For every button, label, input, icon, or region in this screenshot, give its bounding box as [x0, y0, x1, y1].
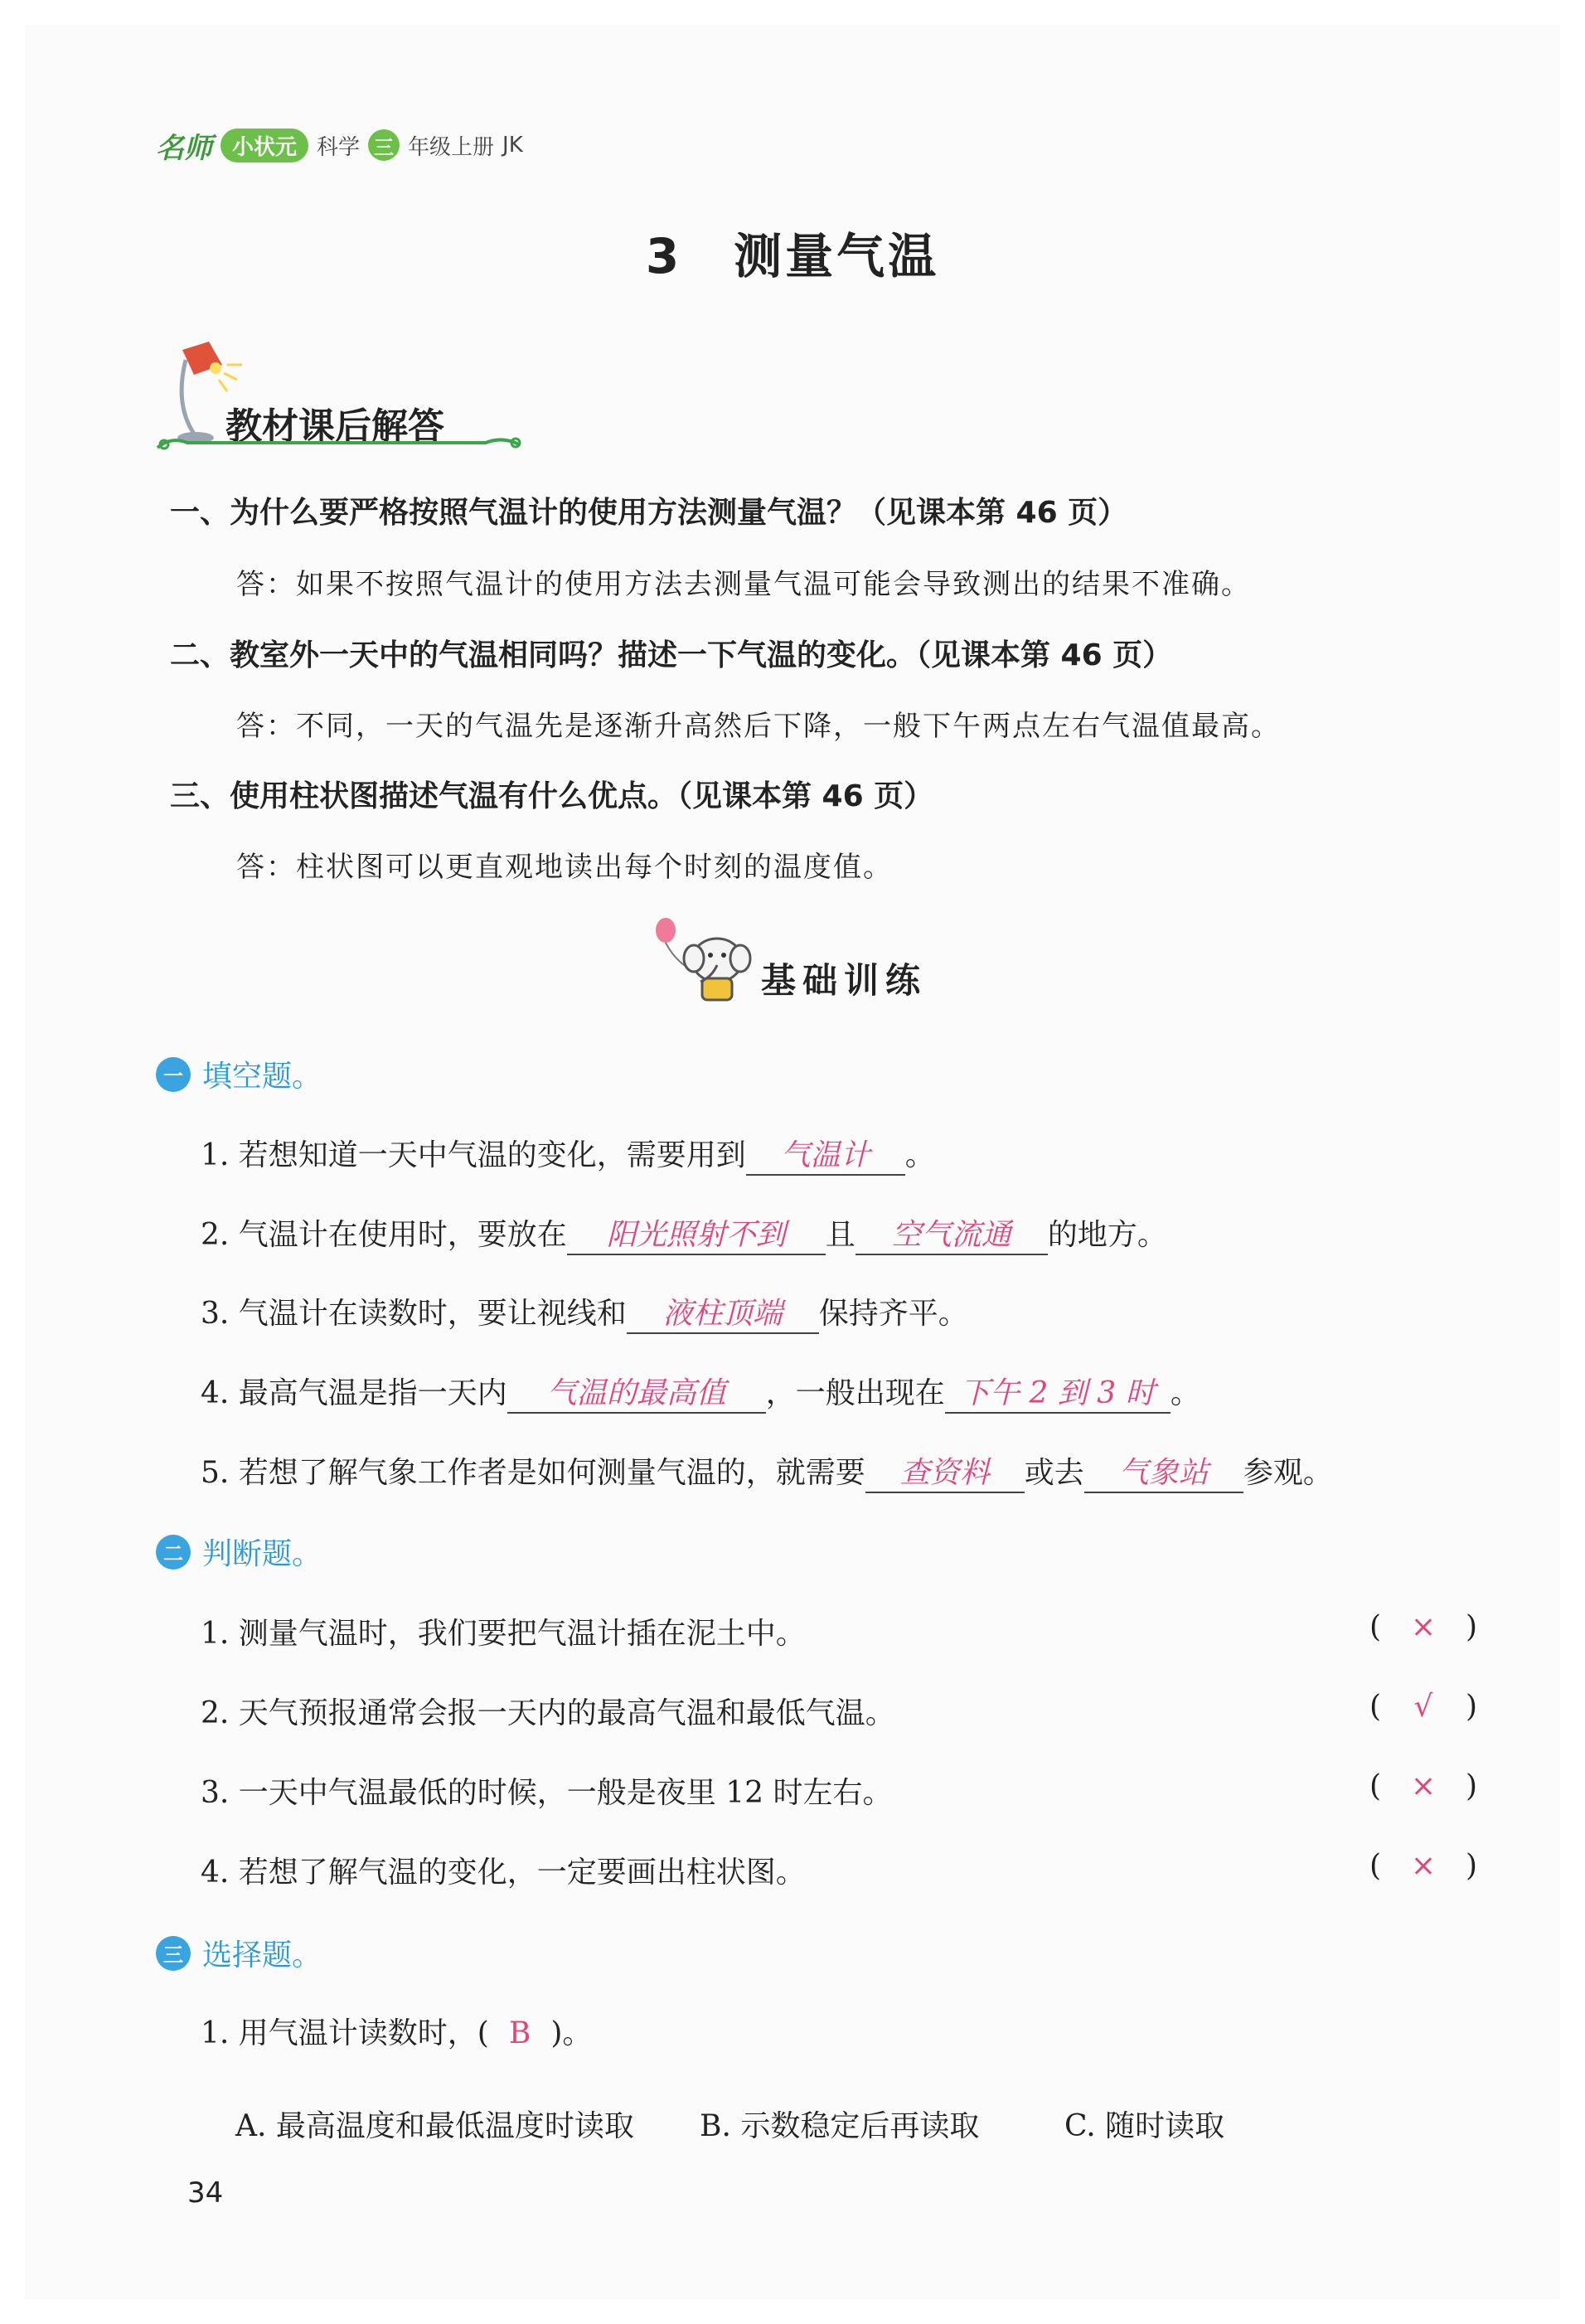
fill-section-header [156, 1053, 322, 1095]
question-text: 4. 最高气温是指一天内 [201, 1376, 507, 1410]
section-label: 判断题。 [202, 1537, 322, 1571]
book-header [156, 124, 523, 166]
judge-answer: √ [1413, 1690, 1433, 1724]
paren: ( [1369, 1690, 1382, 1724]
answer-blank: 查资料 [865, 1449, 1025, 1493]
option-c: C. 随时读取 [1064, 2109, 1225, 2143]
section-label: 选择题。 [202, 1938, 322, 1972]
paren: ) [1465, 1610, 1477, 1644]
fill-question-4 [201, 1370, 1200, 1414]
paren: ( [1369, 1849, 1382, 1883]
fill-question-5 [201, 1449, 1333, 1493]
section-label: 填空题。 [202, 1060, 322, 1094]
judge-answer-box [1369, 1690, 1477, 1724]
question-text: 1. 若想知道一天中气温的变化，需要用到 [201, 1138, 746, 1172]
paren: ) [1465, 1690, 1477, 1724]
paren: ) [1465, 1849, 1477, 1883]
fill-question-1 [201, 1132, 935, 1176]
elephant-balloon-icon [651, 912, 759, 1012]
textbook-answer-3: 答：柱状图可以更直观地读出每个时刻的温度值。 [236, 851, 893, 884]
series-badge: 小状元 [221, 129, 308, 163]
question-text: )。 [550, 2016, 593, 2050]
question-text: 且 [825, 1218, 856, 1252]
answer-blank: 气温的最高值 [507, 1370, 766, 1414]
subject-label: 科学 [317, 134, 361, 160]
question-text: ，一般出现在 [765, 1376, 945, 1410]
judge-question-1: 1. 测量气温时，我们要把气温计插在泥土中。 [201, 1617, 806, 1651]
question-text: 参观。 [1243, 1456, 1333, 1490]
judge-answer: × [1410, 1610, 1437, 1644]
choice-question-1 [201, 2010, 592, 2052]
lesson-title: 3 测量气温 [645, 228, 940, 284]
judge-answer-box [1369, 1849, 1477, 1883]
basic-training-heading: 基础训练 [761, 960, 928, 1001]
edition-label: JK [502, 133, 523, 158]
textbook-question-2: 二、教室外一天中的气温相同吗？描述一下气温的变化。（见课本第 46 页） [170, 638, 1173, 672]
question-text: 或去 [1024, 1456, 1084, 1490]
judge-question-4: 4. 若想了解气温的变化，一定要画出柱状图。 [201, 1856, 806, 1890]
judge-answer-box [1369, 1769, 1477, 1803]
answer-blank: 下午 2 到 3 时 [945, 1370, 1171, 1414]
textbook-answer-1: 答：如果不按照气温计的使用方法去测量气温可能会导致测出的结果不准确。 [236, 568, 1251, 601]
option-b: B. 示数稳定后再读取 [700, 2109, 980, 2143]
choice-options [235, 2103, 1224, 2145]
question-text: 保持齐平。 [818, 1297, 968, 1331]
grade-text: 年级上册 [408, 134, 495, 160]
grade-badge: 三 [368, 129, 400, 161]
page-number: 34 [187, 2176, 224, 2210]
judge-answer: × [1410, 1849, 1437, 1883]
paren: ) [1465, 1769, 1477, 1803]
question-text: 1. 用气温计读数时，( [201, 2016, 489, 2050]
textbook-section-heading: 教材课后解答 [225, 405, 444, 448]
judge-section-header [156, 1531, 322, 1573]
fill-question-3 [201, 1290, 968, 1334]
answer-blank: 液柱顶端 [627, 1290, 819, 1334]
answer-blank: 气温计 [746, 1132, 905, 1176]
question-text: 。 [1170, 1376, 1200, 1410]
fill-question-2 [201, 1211, 1167, 1255]
question-text: 5. 若想了解气象工作者是如何测量气温的，就需要 [201, 1456, 865, 1490]
answer-blank: 气象站 [1084, 1449, 1243, 1493]
judge-question-2: 2. 天气预报通常会报一天内的最高气温和最低气温。 [201, 1696, 895, 1730]
heading-underline [154, 429, 527, 454]
section-number-badge: 三 [156, 1936, 191, 1971]
section-number-badge: 二 [156, 1535, 191, 1570]
brand-name: 名师 [156, 131, 212, 165]
section-number-badge: 一 [156, 1057, 191, 1092]
judge-question-3: 3. 一天中气温最低的时候，一般是夜里 12 时左右。 [201, 1776, 893, 1810]
judge-answer-box [1369, 1610, 1477, 1644]
question-text: 2. 气温计在使用时，要放在 [201, 1218, 567, 1252]
judge-answer: × [1410, 1769, 1437, 1803]
option-a: A. 最高温度和最低温度时读取 [235, 2109, 634, 2143]
textbook-answer-2: 答：不同，一天的气温先是逐渐升高然后下降，一般下午两点左右气温值最高。 [236, 710, 1281, 743]
paren: ( [1369, 1610, 1382, 1644]
answer-blank: 阳光照射不到 [567, 1211, 826, 1255]
textbook-question-3: 三、使用柱状图描述气温有什么优点。（见课本第 46 页） [170, 779, 934, 813]
question-text: 的地方。 [1047, 1218, 1167, 1252]
choice-answer: B [508, 2016, 531, 2050]
answer-blank: 空气流通 [856, 1211, 1048, 1255]
question-text: 3. 气温计在读数时，要让视线和 [201, 1297, 627, 1331]
textbook-question-1: 一、为什么要严格按照气温计的使用方法测量气温？（见课本第 46 页） [170, 496, 1128, 530]
question-text: 。 [904, 1138, 935, 1172]
paren: ( [1369, 1769, 1382, 1803]
choice-section-header [156, 1932, 322, 1974]
